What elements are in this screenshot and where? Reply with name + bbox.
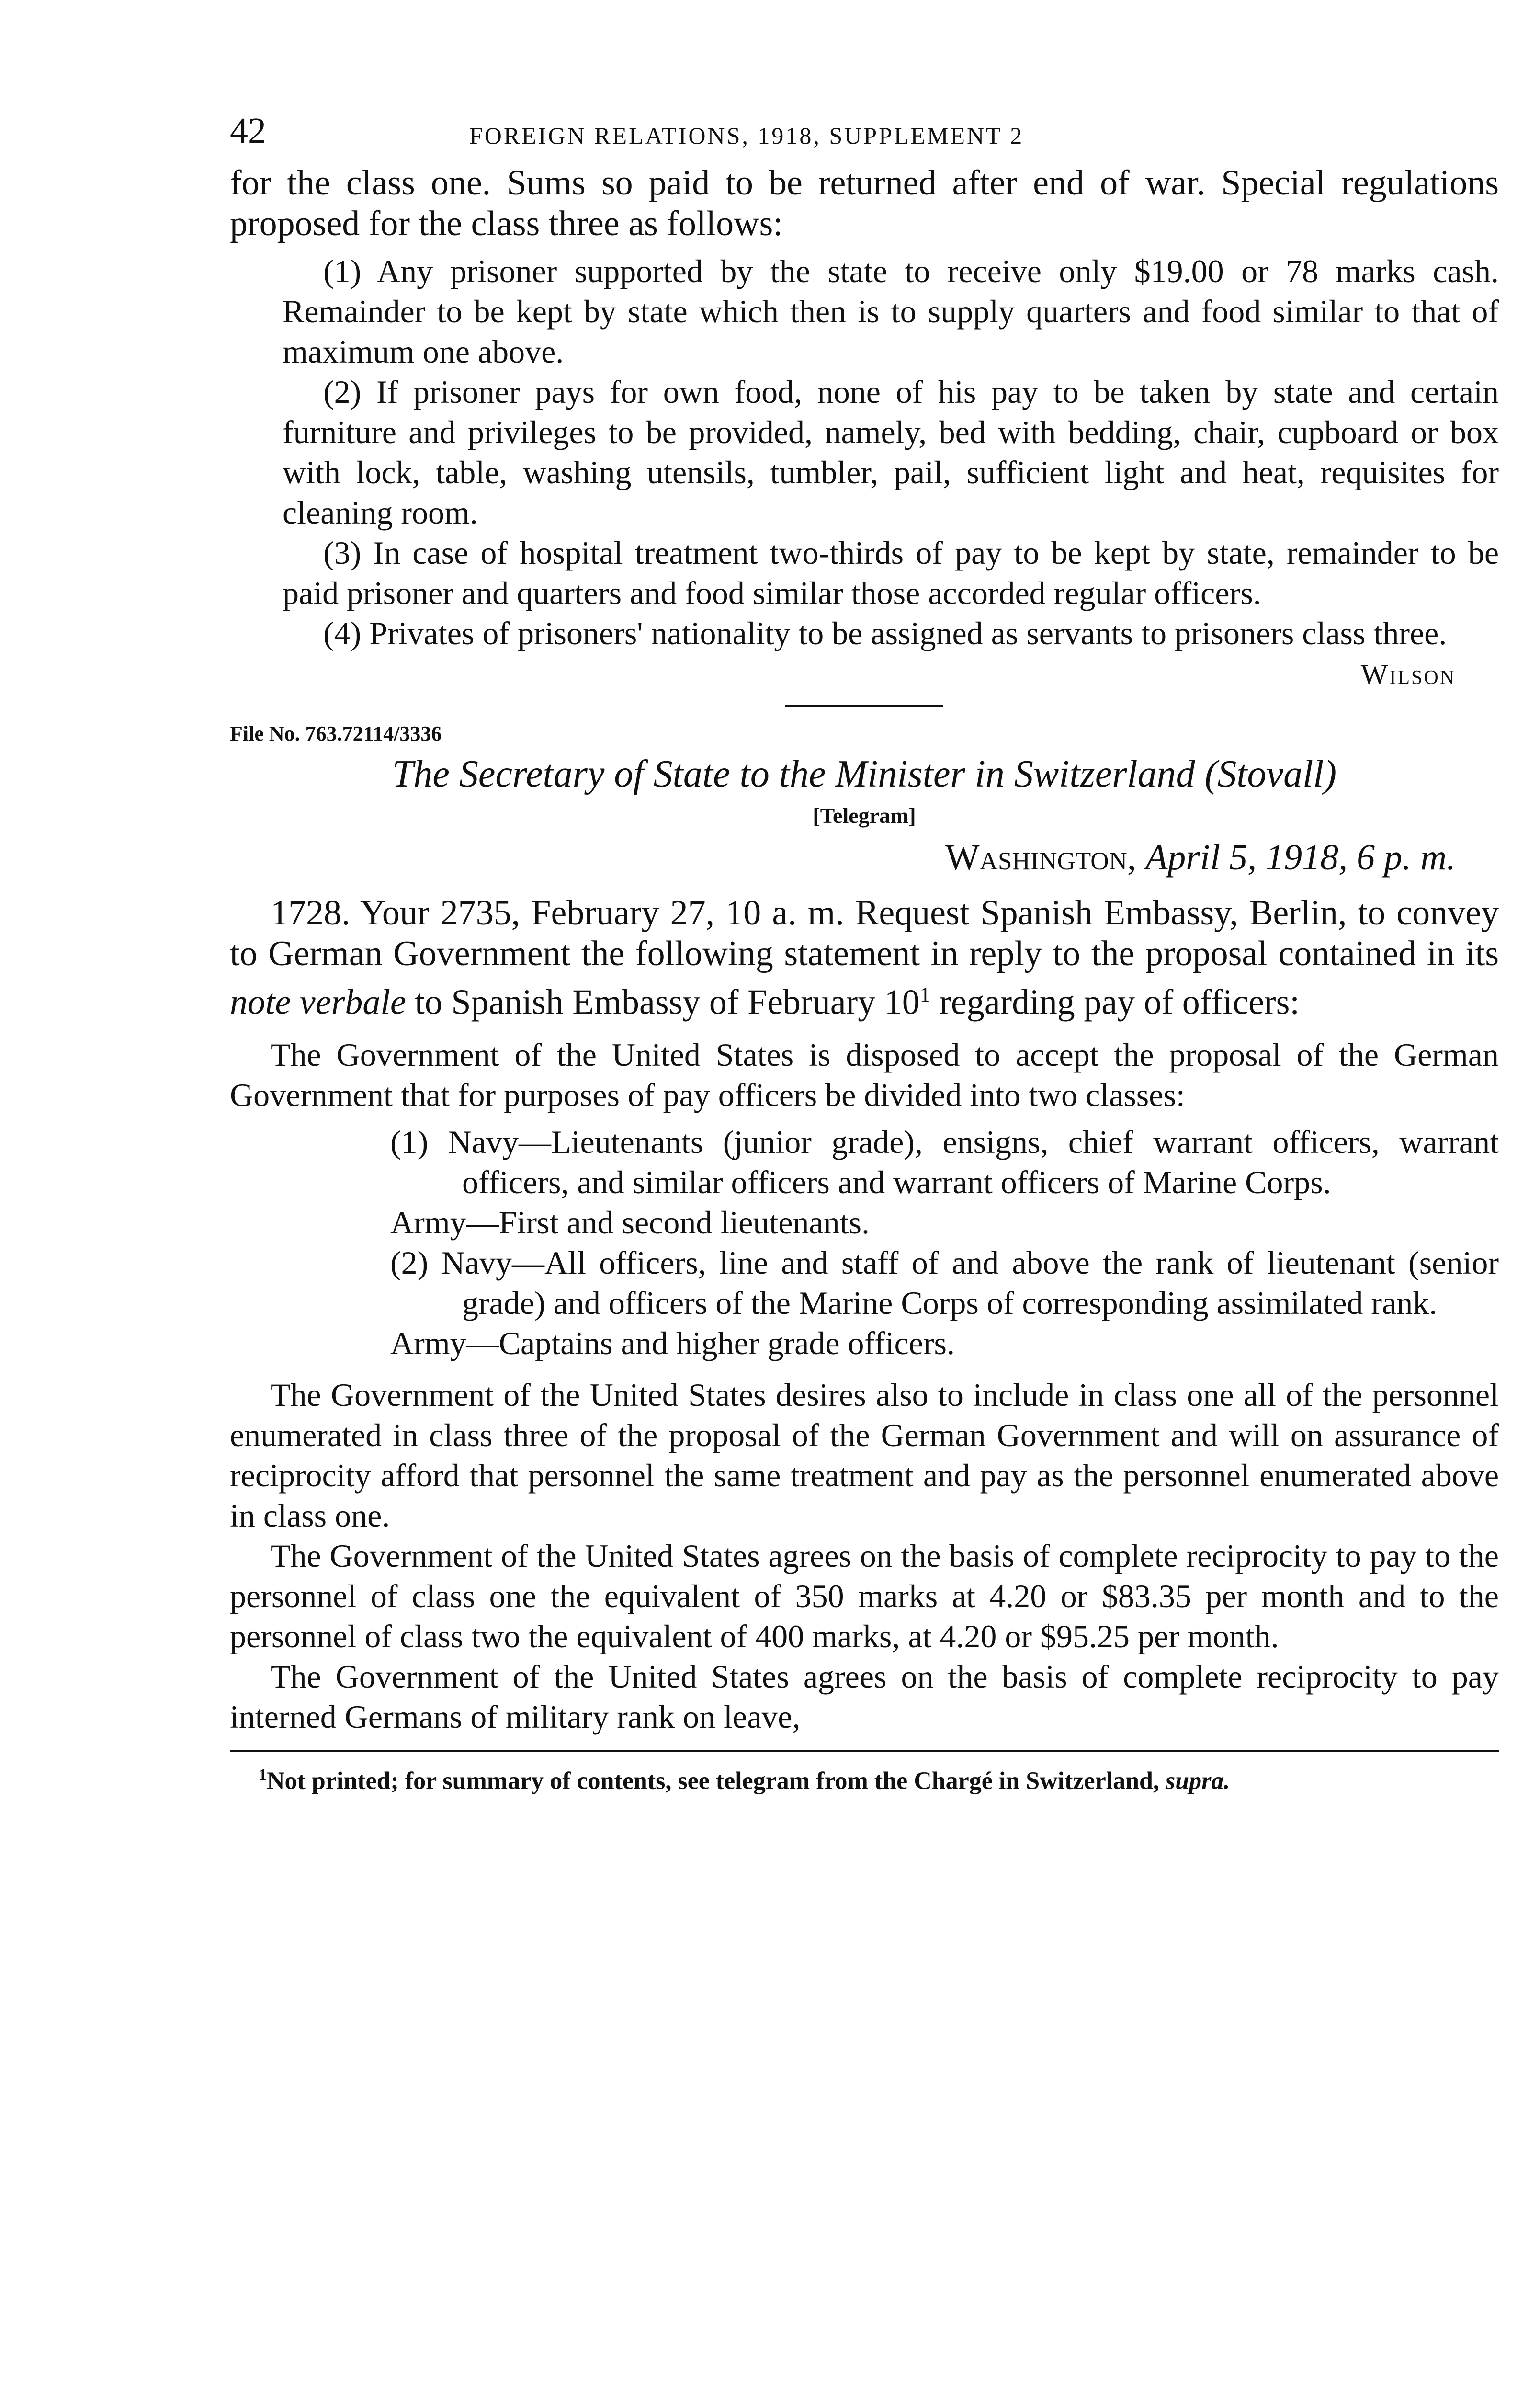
paragraph-1: The Government of the United States desires also to include in class one all of the personnel enumerated in class three of the proposal of the German Government and will on assurance of reciprocity afford that personnel the same treatment and pay as the personnel enumerated above in class one. — [230, 1376, 1499, 1534]
statement-intro: The Government of the United States is disposed to accept the proposal of the German Government that for purposes of pay officers be divided into two classes: — [230, 1036, 1499, 1113]
opening-text: 1728. Your 2735, February 27, 10 a. m. Request Spanish Embassy, Berlin, to convey to German Government the following statement in reply to the proposal contained in its — [230, 893, 1499, 973]
page — [230, 110, 1499, 1796]
running-title: FOREIGN RELATIONS, 1918, SUPPLEMENT 2 — [469, 122, 1024, 149]
opening-text-2: to Spanish Embassy of February 10 — [415, 982, 920, 1022]
class-1-navy: (1) Navy—Lieutenants (junior grade), ensigns, chief warrant officers, warrant officers, and similar officers and warrant officers of Marine Corps. — [390, 1123, 1499, 1200]
opening-text-3: regarding pay of officers: — [939, 982, 1300, 1022]
class-2-army: Army—Captains and higher grade officers. — [390, 1324, 955, 1361]
dateline-place: Washington, — [945, 837, 1136, 878]
title-recipient: (Stovall) — [1204, 753, 1337, 795]
page-number: 42 — [230, 111, 266, 151]
intro-paragraph: for the class one. Sums so paid to be returned after end of war. Special regulations proposed for the class three as follows: — [230, 163, 1499, 243]
footnote-text: Not printed; for summary of contents, see telegram from the Chargé in Switzerland, — [267, 1767, 1159, 1794]
dateline-date: April 5, 1918, 6 p. m. — [1145, 837, 1456, 878]
file-number: File No. 763.72114/3336 — [230, 722, 442, 745]
footnote — [230, 1760, 1499, 1796]
footnote-ref: 1 — [919, 983, 930, 1006]
document-title — [230, 753, 1499, 796]
signature: Wilson — [1360, 659, 1456, 690]
paragraph-2: The Government of the United States agrees on the basis of complete reciprocity to pay to the personnel of class one the equivalent of 350 marks at 4.20 or $83.35 per month and to the personnel of class two the equivalent of 400 marks, at 4.20 or $95.25 per month. — [230, 1537, 1499, 1654]
paragraph-3: The Government of the United States agrees on the basis of complete reciprocity to pay interned Germans of military rank on leave, — [230, 1658, 1499, 1735]
regulations-list — [283, 251, 1499, 653]
class-2-navy: (2) Navy—All officers, line and staff of and above the rank of lieutenant (senior grade) and officers of the Marine Corps of corresponding assimilated rank. — [390, 1244, 1499, 1321]
telegram-label: [Telegram] — [813, 803, 916, 828]
regulation-3: (3) In case of hospital treatment two-thirds of pay to be kept by state, remainder to be paid prisoner and quarters and food similar those accorded regular officers. — [283, 535, 1499, 611]
section-divider — [785, 705, 943, 707]
title-main: The Secretary of State to the Minister in Switzerland — [392, 753, 1195, 795]
regulation-4: (4) Privates of prisoners' nationality to be assigned as servants to prisoners class three. — [323, 615, 1447, 651]
footnote-divider — [230, 1750, 1499, 1752]
opening-paragraph — [230, 893, 1499, 1023]
opening-italic: note verbale — [230, 982, 406, 1022]
footnote-marker: 1 — [259, 1766, 267, 1784]
footnote-italic: supra. — [1165, 1767, 1230, 1794]
page-header — [230, 110, 1499, 163]
regulation-1: (1) Any prisoner supported by the state to receive only $19.00 or 78 marks cash. Remainder to be kept by state which then is to supply quarters and food similar to that of maximum one above. — [283, 253, 1499, 370]
dateline — [230, 837, 1456, 878]
regulation-2: (2) If prisoner pays for own food, none of his pay to be taken by state and certain furniture and privileges to be provided, namely, bed with bedding, chair, cupboard or box with lock, table, washing utensils, tumbler, pail, sufficient light and heat, requisites for cleaning room. — [283, 374, 1499, 531]
class-1-army: Army—First and second lieutenants. — [390, 1204, 870, 1241]
classes-list — [314, 1122, 1499, 1363]
